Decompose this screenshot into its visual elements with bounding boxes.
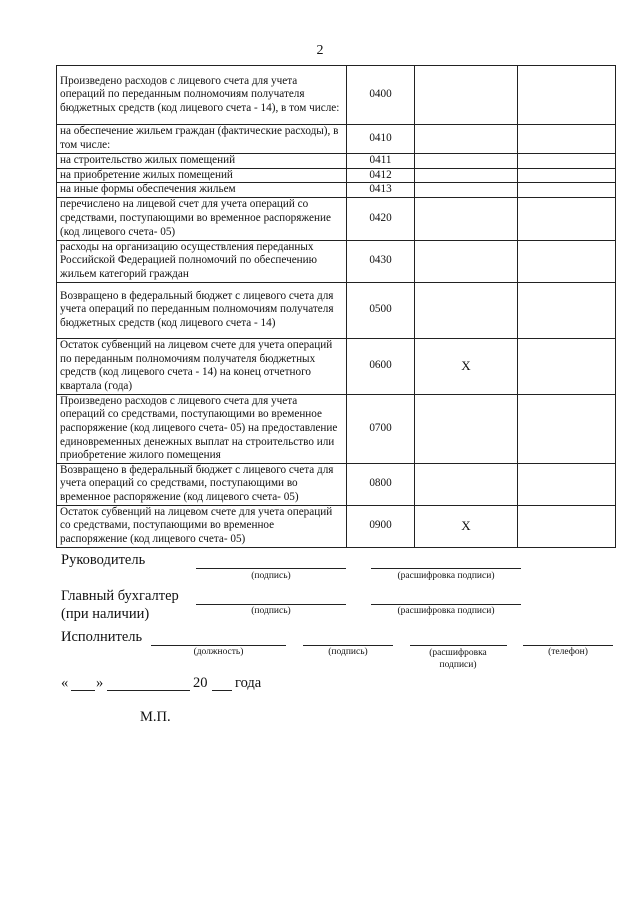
row-code: 0412 xyxy=(347,168,415,183)
row-label: Возвращено в федеральный бюджет с лицевого счета для учета операций со средствами, поступающими во временное распоряжение (код лицевого счета- 05) xyxy=(57,463,347,505)
page-number: 2 xyxy=(316,43,324,58)
stamp-place: М.П. xyxy=(140,709,171,725)
executor-position-caption: (должность) xyxy=(193,647,244,657)
row-code: 0410 xyxy=(347,125,415,154)
row-label: перечислено на лицевой счет для учета операций со средствами, поступающими во временное распоряжение (код лицевого счета- 05) xyxy=(57,197,347,240)
executor-signature-line[interactable] xyxy=(303,645,393,646)
table-row xyxy=(57,183,616,198)
row-value-2 xyxy=(518,125,616,154)
row-label: Остаток субвенций на лицевом счете для учета операций по переданным полномочиям получателя бюджетных средств (код лицевого счета - 14) на конец отчетного квартала (года) xyxy=(57,338,347,394)
row-code: 0500 xyxy=(347,282,415,338)
row-code: 0400 xyxy=(347,66,415,125)
row-label: на иные формы обеспечения жильем xyxy=(57,183,347,198)
chief-signature-line[interactable] xyxy=(196,604,346,605)
row-value-2 xyxy=(518,394,616,463)
row-code: 0413 xyxy=(347,183,415,198)
executor-decoding-line[interactable] xyxy=(410,645,507,646)
table-row xyxy=(57,197,616,240)
row-code: 0800 xyxy=(347,463,415,505)
row-value-2 xyxy=(518,66,616,125)
row-label: на строительство жилых помещений xyxy=(57,154,347,169)
row-value-2 xyxy=(518,463,616,505)
date-day-line[interactable] xyxy=(71,690,95,691)
row-value-1 xyxy=(415,394,518,463)
row-code: 0700 xyxy=(347,394,415,463)
row-label: Возвращено в федеральный бюджет с лицевого счета для учета операций по переданным полномочиям получателя бюджетных средств (код лицевого счета - 14) xyxy=(57,282,347,338)
head-decoding-line[interactable] xyxy=(371,568,521,569)
row-code: 0430 xyxy=(347,240,415,282)
row-value-2 xyxy=(518,168,616,183)
date-month-line[interactable] xyxy=(107,690,190,691)
row-value-2 xyxy=(518,505,616,547)
date-close-quote: » xyxy=(96,675,104,691)
table-row xyxy=(57,338,616,394)
row-value-1: X xyxy=(415,505,518,547)
row-code: 0900 xyxy=(347,505,415,547)
row-value-1 xyxy=(415,168,518,183)
executor-label: Исполнитель xyxy=(61,629,143,645)
chief-decoding-caption: (расшифровка подписи) xyxy=(397,606,495,616)
row-code: 0420 xyxy=(347,197,415,240)
row-value-2 xyxy=(518,338,616,394)
row-value-1 xyxy=(415,240,518,282)
date-open-quote: « xyxy=(61,675,69,691)
row-value-1 xyxy=(415,282,518,338)
report-table xyxy=(56,65,616,548)
table-row xyxy=(57,125,616,154)
head-label: Руководитель xyxy=(61,552,146,568)
row-value-2 xyxy=(518,154,616,169)
executor-decoding-caption: (расшифровка подписи) xyxy=(429,648,487,670)
row-value-1 xyxy=(415,66,518,125)
table-row xyxy=(57,168,616,183)
executor-signature-caption: (подпись) xyxy=(328,647,368,657)
head-signature-line[interactable] xyxy=(196,568,346,569)
table-row xyxy=(57,394,616,463)
table-row xyxy=(57,240,616,282)
row-value-2 xyxy=(518,240,616,282)
row-label: на приобретение жилых помещений xyxy=(57,168,347,183)
row-label: Произведено расходов с лицевого счета для учета операций со средствами, поступающими во временное распоряжение (код лицевого счета- 05) на предоставление единовременных денежных выплат на строительство или приобретение жилого помещения xyxy=(57,394,347,463)
row-value-1 xyxy=(415,197,518,240)
row-value-1 xyxy=(415,463,518,505)
table-row xyxy=(57,66,616,125)
head-signature-caption: (подпись) xyxy=(251,571,291,581)
chief-decoding-line[interactable] xyxy=(371,604,521,605)
date-year-prefix: 20 xyxy=(193,675,208,691)
row-value-1 xyxy=(415,125,518,154)
table-row xyxy=(57,154,616,169)
head-decoding-caption: (расшифровка подписи) xyxy=(397,571,495,581)
executor-phone-caption: (телефон) xyxy=(548,647,588,657)
chief-accountant-note: (при наличии) xyxy=(61,606,150,622)
table-row xyxy=(57,282,616,338)
chief-signature-caption: (подпись) xyxy=(251,606,291,616)
row-code: 0411 xyxy=(347,154,415,169)
executor-position-line[interactable] xyxy=(151,645,286,646)
row-label: Остаток субвенций на лицевом счете для учета операций со средствами, поступающими во временное распоряжение (код лицевого счета- 05) xyxy=(57,505,347,547)
row-value-1: X xyxy=(415,338,518,394)
row-label: расходы на организацию осуществления переданных Российской Федерацией полномочий по обеспечению жильем категорий граждан xyxy=(57,240,347,282)
date-year-line[interactable] xyxy=(212,690,232,691)
chief-accountant-label: Главный бухгалтер xyxy=(61,588,179,604)
row-value-1 xyxy=(415,154,518,169)
row-label: на обеспечение жильем граждан (фактические расходы), в том числе: xyxy=(57,125,347,154)
row-value-2 xyxy=(518,197,616,240)
executor-phone-line[interactable] xyxy=(523,645,613,646)
row-value-1 xyxy=(415,183,518,198)
row-value-2 xyxy=(518,282,616,338)
date-year-suffix: года xyxy=(235,675,262,691)
table-row xyxy=(57,505,616,547)
row-code: 0600 xyxy=(347,338,415,394)
row-value-2 xyxy=(518,183,616,198)
table-row xyxy=(57,463,616,505)
row-label: Произведено расходов с лицевого счета для учета операций по переданным полномочиям получателя бюджетных средств (код лицевого счета - 14), в том числе: xyxy=(57,66,347,125)
